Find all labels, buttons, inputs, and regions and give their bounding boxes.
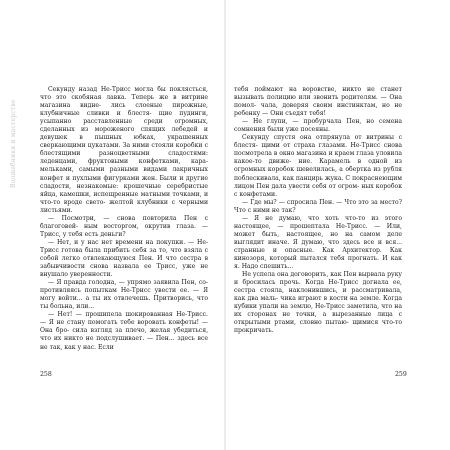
text-line: прошептала Не-Трисс. — Или, может быть, настоящее,: [234, 222, 402, 238]
text-line: Надо спешить...: [241, 263, 294, 271]
text-line: кинозоря, который пытался тебя прогнать. И как я.: [234, 254, 402, 271]
paragraph: [234, 118, 402, 134]
paragraph: [234, 199, 402, 215]
text-line: а вырезанные лица с открытыми ртами, словно пытаю-: [234, 311, 403, 327]
text-line: противляясь попыткам Не-Трисс увести ее. — Я могу: [40, 287, 208, 303]
text-line: чала, доверяя своим инстинктам, но не ребенку — Они: [234, 102, 402, 118]
text-line: полицию или звонить родителям. — Она помол-: [234, 94, 403, 110]
paragraph: [40, 239, 208, 279]
page-number-right: 259: [395, 371, 407, 378]
text-line: стояла, наклонившись, и рассматривала, как два маль-: [234, 287, 402, 303]
text-line: испещренные матными точками, и что-то вроде свето-: [40, 190, 209, 206]
text-line: Секунду спустя она отпрянула от витрины с блестя-: [234, 134, 402, 150]
text-line: и пухлыми фигурками жен. Были и другие сладости,: [40, 174, 208, 190]
paragraph: [234, 86, 402, 118]
right-page-text: [234, 86, 402, 335]
text-line: готова была прибить себя за то, что взяла с собой легко: [40, 246, 209, 262]
text-line: — Я правда голодна, — упрямо заявила Пен, со-: [48, 279, 208, 287]
text-line: или...: [76, 303, 95, 311]
text-line: Я не стану помогать тебе воровать конфеты! — Она бро-: [40, 319, 208, 335]
text-line: войти... а ты их отвлечешь. Притворись, что ты больна,: [40, 295, 208, 311]
text-line: лись слоеные пирожные, клубничные сливки и блестя-: [40, 102, 208, 118]
paragraph: [40, 279, 208, 311]
text-line: сладостями: леденцами, фруктовыми конфетками, кара-: [40, 150, 209, 166]
text-line: щимися что-то прокричать.: [234, 319, 403, 335]
text-line: — Где мы? — спросила Пен. — Что это за место? Что: [234, 198, 402, 214]
text-line: скобяная лавка. Теперь же в витрине магазина видне-: [40, 94, 208, 110]
text-line: Секунду назад Не-Трисс могла бы поклясться, что это: [40, 86, 208, 102]
text-line: были уже посеяны.: [267, 126, 330, 134]
text-line: сделанных из мороженого спящих лебедей и девушек: [40, 126, 208, 142]
text-line: деньги?: [100, 230, 126, 238]
text-line: — Нет, и у нас нет времени на покупки. — Не-Трисс: [40, 238, 208, 254]
text-line: чика играют в кости на земле. Когда кубики упали на: [234, 295, 402, 311]
text-line: щими от страха глазами. Не-Трисс снова посмотрела: [234, 142, 403, 158]
text-line: землю, Не-Трисс заметила, что на их сторонах не точки,: [234, 303, 402, 319]
text-line: но на самом деле выглядит иначе. Я думаю, что здесь: [234, 230, 402, 246]
text-line: — Нет! — прошипела шокированная Не-Трисс. —: [40, 311, 208, 327]
paragraph: [40, 86, 208, 215]
text-line: За ними стояли коробки с блестящими разноцветными: [40, 142, 208, 158]
text-line: ных коробок с конфетами.: [234, 182, 402, 198]
text-line: съедят тебя!: [285, 110, 327, 118]
paragraph: [40, 215, 208, 239]
paragraph: [40, 311, 208, 351]
book-gutter: [224, 0, 226, 450]
page-number-left: 258: [40, 371, 52, 378]
text-line: отвлекающуюся Пен. И что сестра в забывчивости: [40, 254, 209, 271]
text-line: незнакомые: крошечные серебристые яйца, камешки,: [40, 182, 208, 198]
text-line: снова назвала ее Трисс, уже не внушало уверенности.: [40, 263, 209, 279]
text-line: Не успела она договорить, как Пен вырвала руку: [242, 271, 402, 279]
text-line: — Посмотри, — снова повторила Пен с благоговей-: [40, 214, 208, 230]
text-line: в окно магазина и краем глаза уловила какое-то движе-: [234, 150, 402, 166]
text-line: а обертка из рубля поблескивала, как панцирь жука.: [234, 166, 403, 182]
text-line: тебя поймают на воровстве, никто не станет вызывать: [234, 86, 402, 102]
text-line: подслушивает. — Пен... здесь все не так, как у нас. Если: [40, 335, 208, 351]
text-line: с ними не так?: [247, 206, 296, 214]
left-page-text: [40, 86, 208, 352]
text-line: желтой клубники с черными листьями.: [40, 198, 209, 214]
paragraph: [234, 271, 402, 335]
text-line: сила взгляд за плечо, желая убедиться, что их никто не: [40, 327, 208, 343]
text-line: щие пудинги, усыпанно расставленные среди огромных,: [40, 110, 209, 126]
text-line: — Не глупи, — пробурчала Пен, но семена сомнения: [234, 118, 402, 134]
running-head: Волшебники и мастерство: [10, 99, 17, 188]
text-line: — Я не думаю, что хоть что-то из этого настоящее, —: [234, 214, 402, 230]
paragraph: [234, 215, 402, 271]
text-line: ным восторгом, окрутив глаза. — Трисс, у тебя есть: [40, 222, 209, 238]
text-line: ние. Карамель в одной из огромных коробок шевелилась,: [234, 158, 402, 174]
text-line: С покраснеющим лицом Пен дала увести себя от огром-: [234, 174, 402, 190]
text-line: в пышных юбках, украшенных сверкающими цукатами.: [40, 134, 208, 150]
paragraph: [234, 134, 402, 198]
text-line: все и вся... странные и опасные. Как Архитектор. Как: [234, 238, 403, 254]
text-line: и бросилась прочь. Когда Не-Трисс догнала ее, сестра: [234, 279, 402, 295]
text-line: мельками, самыми разными видами лакричных конфет: [40, 166, 208, 182]
